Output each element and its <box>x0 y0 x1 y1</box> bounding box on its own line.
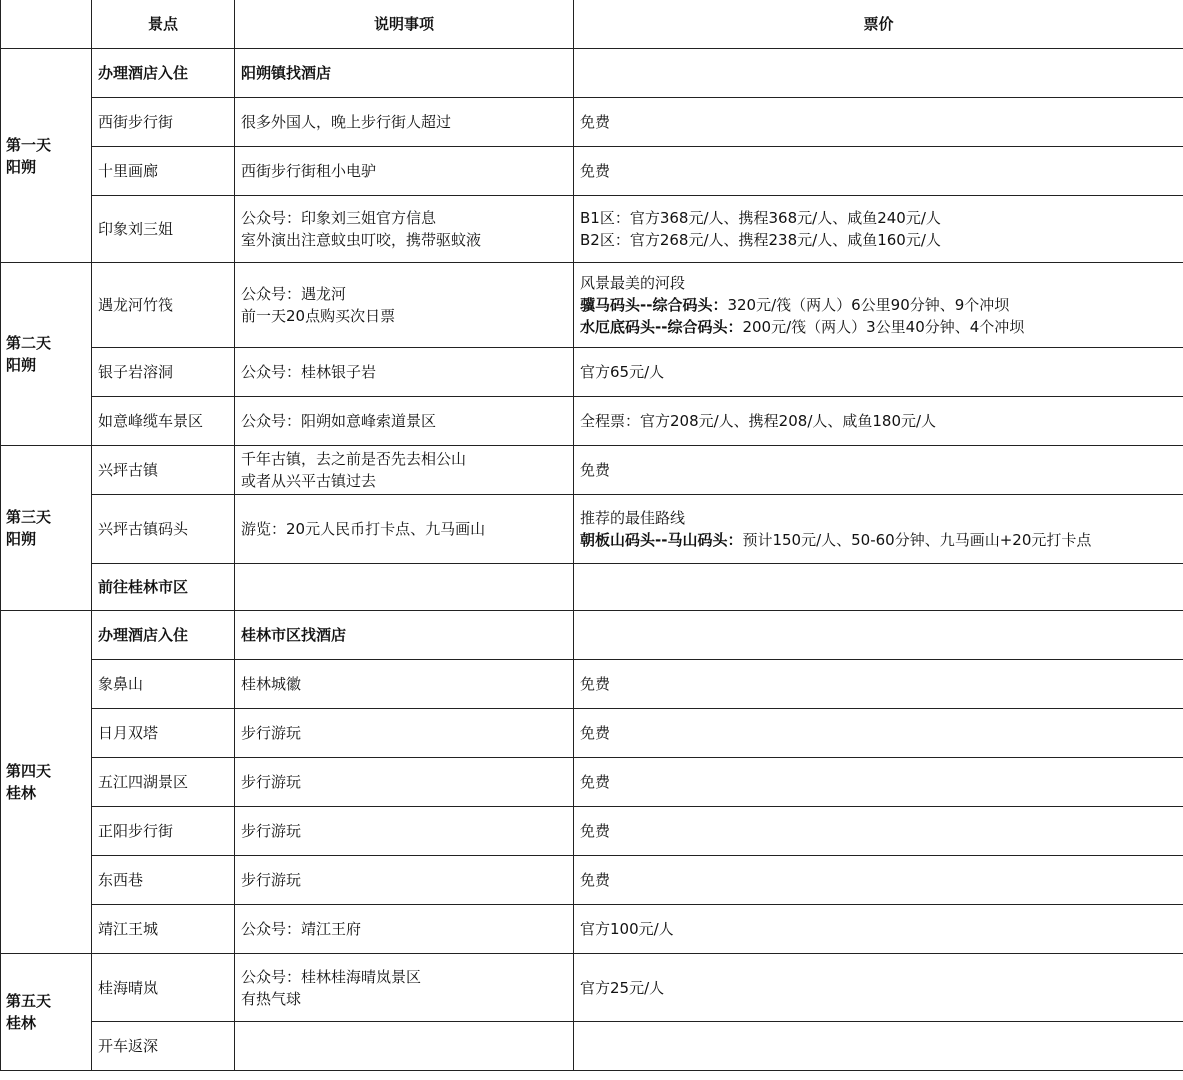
table-row <box>1 758 1183 807</box>
day-label: 第一天 <box>6 135 52 154</box>
spot-cell: 十里画廊 <box>92 147 235 196</box>
notes-cell: 桂林市区找酒店 <box>235 611 574 660</box>
price-cell: 免费 <box>574 709 1183 758</box>
spot-cell: 东西巷 <box>92 856 235 905</box>
notes-cell: 公众号：靖江王府 <box>235 905 574 954</box>
table-row <box>1 807 1183 856</box>
notes-cell: 步行游玩 <box>235 807 574 856</box>
table-row <box>1 564 1183 611</box>
price-cell: 免费 <box>574 446 1183 495</box>
price-cell: 免费 <box>574 98 1183 147</box>
spot-cell: 银子岩溶洞 <box>92 348 235 397</box>
table-row <box>1 1022 1183 1071</box>
header-row <box>1 0 1183 49</box>
price-cell: 官方100元/人 <box>574 905 1183 954</box>
notes-cell: 公众号：遇龙河 前一天20点购买次日票 <box>235 263 574 348</box>
price-cell <box>574 564 1183 611</box>
day-label: 第四天 <box>6 762 52 780</box>
spot-cell: 印象刘三姐 <box>92 196 235 263</box>
price-cell: 官方25元/人 <box>574 954 1183 1022</box>
day-cell <box>1 446 92 611</box>
day-city: 阳朔 <box>6 356 37 374</box>
day-label: 第三天 <box>6 508 52 526</box>
day-city: 阳朔 <box>6 157 37 176</box>
day-city: 阳朔 <box>6 530 37 548</box>
spot-cell: 开车返深 <box>92 1022 235 1071</box>
notes-cell: 公众号：阳朔如意峰索道景区 <box>235 397 574 446</box>
table-row <box>1 147 1183 196</box>
day-city: 桂林 <box>6 1014 37 1032</box>
price-cell: B1区：官方368元/人、携程368元/人、咸鱼240元/人 B2区：官方268元/人、携程238元/人、咸鱼160元/人 <box>574 196 1183 263</box>
spot-cell: 象鼻山 <box>92 660 235 709</box>
table-row <box>1 856 1183 905</box>
price-cell <box>574 1022 1183 1071</box>
notes-cell: 桂林城徽 <box>235 660 574 709</box>
notes-cell <box>235 1022 574 1071</box>
table-row <box>1 954 1183 1022</box>
day-cell <box>1 49 92 263</box>
day-label: 第五天 <box>6 992 52 1010</box>
price-cell: 免费 <box>574 807 1183 856</box>
notes-cell: 西街步行街租小电驴 <box>235 147 574 196</box>
notes-cell: 很多外国人，晚上步行街人超过 <box>235 98 574 147</box>
header-day <box>1 0 92 49</box>
table-row <box>1 98 1183 147</box>
table-row <box>1 611 1183 660</box>
spot-cell: 前往桂林市区 <box>92 564 235 611</box>
spot-cell: 正阳步行街 <box>92 807 235 856</box>
header-spot: 景点 <box>92 0 235 49</box>
notes-cell: 游览：20元人民币打卡点、九马画山 <box>235 495 574 564</box>
spot-cell: 靖江王城 <box>92 905 235 954</box>
day-cell <box>1 263 92 446</box>
table-row <box>1 49 1183 98</box>
spot-cell: 办理酒店入住 <box>92 611 235 660</box>
table-row <box>1 905 1183 954</box>
spot-cell: 西街步行街 <box>92 98 235 147</box>
price-cell: 推荐的最佳路线 朝板山码头--马山码头：预计150元/人、50-60分钟、九马画山+20元打卡点 <box>574 495 1183 564</box>
notes-cell: 公众号：印象刘三姐官方信息 室外演出注意蚊虫叮咬，携带驱蚊液 <box>235 196 574 263</box>
table-row <box>1 196 1183 263</box>
table-row <box>1 446 1183 495</box>
notes-cell: 阳朔镇找酒店 <box>235 49 574 98</box>
spot-cell: 兴坪古镇 <box>92 446 235 495</box>
day-cell <box>1 954 92 1071</box>
spot-cell: 遇龙河竹筏 <box>92 263 235 348</box>
table-row <box>1 709 1183 758</box>
table-row <box>1 348 1183 397</box>
price-cell: 免费 <box>574 147 1183 196</box>
price-cell: 免费 <box>574 758 1183 807</box>
table-row <box>1 495 1183 564</box>
notes-cell <box>235 564 574 611</box>
price-cell: 免费 <box>574 856 1183 905</box>
table-row <box>1 397 1183 446</box>
notes-cell: 千年古镇，去之前是否先去相公山 或者从兴平古镇过去 <box>235 446 574 495</box>
notes-cell: 公众号：桂林银子岩 <box>235 348 574 397</box>
notes-cell: 步行游玩 <box>235 709 574 758</box>
price-cell: 免费 <box>574 660 1183 709</box>
day-cell <box>1 611 92 954</box>
price-cell: 风景最美的河段 骥马码头--综合码头：320元/筏（两人）6公里90分钟、9个冲坝 水厄底码头--综合码头：200元/筏（两人）3公里40分钟、4个冲坝 <box>574 263 1183 348</box>
spot-cell: 兴坪古镇码头 <box>92 495 235 564</box>
price-cell <box>574 611 1183 660</box>
spot-cell: 日月双塔 <box>92 709 235 758</box>
notes-cell: 公众号：桂林桂海晴岚景区 有热气球 <box>235 954 574 1022</box>
day-label: 第二天 <box>6 334 52 352</box>
header-notes: 说明事项 <box>235 0 574 49</box>
price-cell: 官方65元/人 <box>574 348 1183 397</box>
spot-cell: 桂海晴岚 <box>92 954 235 1022</box>
price-cell <box>574 49 1183 98</box>
spot-cell: 办理酒店入住 <box>92 49 235 98</box>
spot-cell: 如意峰缆车景区 <box>92 397 235 446</box>
table-row <box>1 660 1183 709</box>
spot-cell: 五江四湖景区 <box>92 758 235 807</box>
header-price: 票价 <box>574 0 1183 49</box>
price-cell: 全程票：官方208元/人、携程208/人、咸鱼180元/人 <box>574 397 1183 446</box>
day-city: 桂林 <box>6 784 37 802</box>
notes-cell: 步行游玩 <box>235 856 574 905</box>
notes-cell: 步行游玩 <box>235 758 574 807</box>
table-row <box>1 263 1183 348</box>
